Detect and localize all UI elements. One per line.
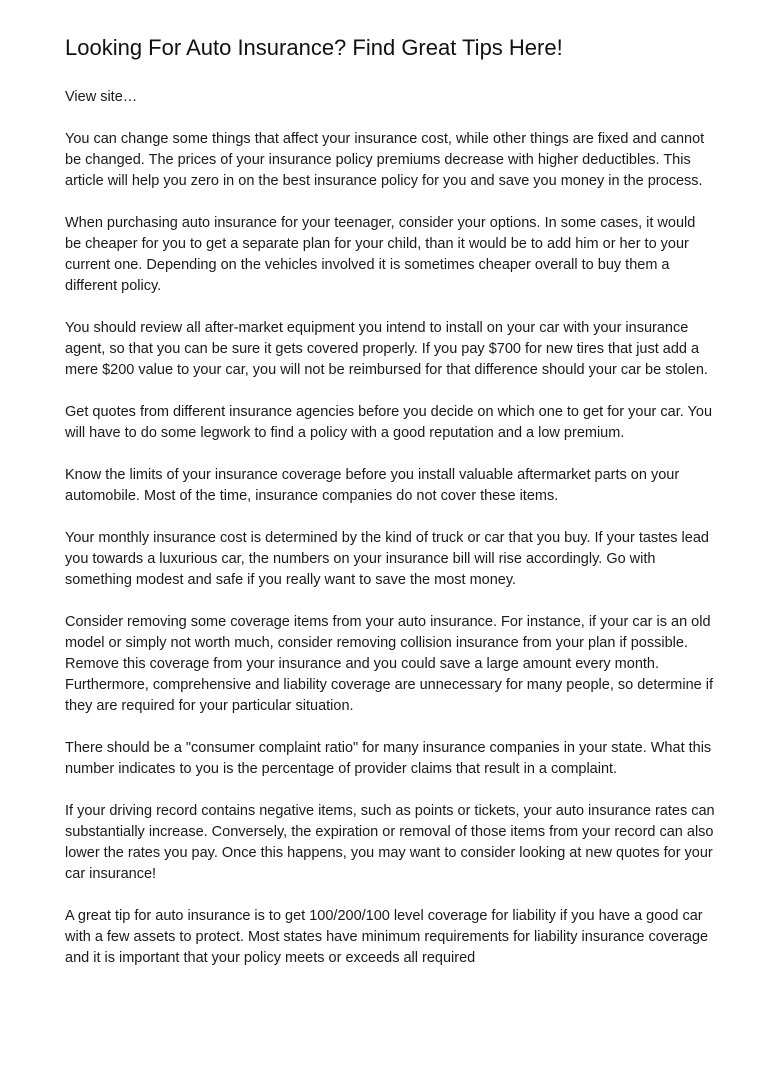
paragraph-5: Know the limits of your insurance coverage before you install valuable aftermarket parts on your automobile. Most of the time, insurance companies do not cover these items. — [65, 467, 680, 504]
paragraph-2: When purchasing auto insurance for your teenager, consider your options. In some cases, it would be cheaper for you to get a separate plan for your child, than it would be to add him or her to your current one. Depending on the vehicles involved it is sometimes cheaper overall to buy them a different policy. — [65, 215, 696, 294]
paragraph-6: Your monthly insurance cost is determined by the kind of truck or car that you buy. If your tastes lead you towards a luxurious car, the numbers on your insurance bill will rise accordingly. Go with something modest and safe if you really want to save the most money. — [65, 530, 709, 588]
page-title: Looking For Auto Insurance? Find Great Tips Here! — [65, 35, 563, 60]
paragraph-10: A great tip for auto insurance is to get 100/200/100 level coverage for liability if you have a good car with a few assets to protect. Most states have minimum requirements for liability insurance coverage and it is important that your policy meets or exceeds all required — [65, 908, 709, 966]
view-site-link[interactable]: View site… — [65, 89, 138, 105]
paragraph-8: There should be a "consumer complaint ratio" for many insurance companies in your state. What this number indicates to you is the percentage of provider claims that result in a complaint. — [65, 740, 712, 777]
paragraph-1: You can change some things that affect your insurance cost, while other things are fixed and cannot be changed. The prices of your insurance policy premiums decrease with higher deductibles. This article will help you zero in on the best insurance policy for you and save you money in the process. — [65, 131, 705, 189]
paragraph-3: You should review all after-market equipment you intend to install on your car with your insurance agent, so that you can be sure it gets covered properly. If you pay $700 for new tires that just add a mere $200 value to your car, you will not be reimbursed for that difference should your car be stolen. — [65, 320, 708, 378]
paragraph-9: If your driving record contains negative items, such as points or tickets, your auto insurance rates can substantially increase. Conversely, the expiration or removal of those items from your record can also lower the rates you pay. Once this happens, you may want to consider looking at new quotes for your car insurance! — [65, 803, 715, 882]
paragraph-4: Get quotes from different insurance agencies before you decide on which one to get for your car. You will have to do some legwork to find a policy with a good reputation and a low premium. — [65, 404, 713, 441]
paragraph-7: Consider removing some coverage items from your auto insurance. For instance, if your car is an old model or simply not worth much, consider removing collision insurance from your plan if possible. Remove this coverage from your insurance and you could save a large amount every month. Furthermore, comprehensive and liability coverage are unnecessary for many people, so determine if they are required for your particular situation. — [65, 614, 713, 714]
document-page — [65, 33, 715, 990]
